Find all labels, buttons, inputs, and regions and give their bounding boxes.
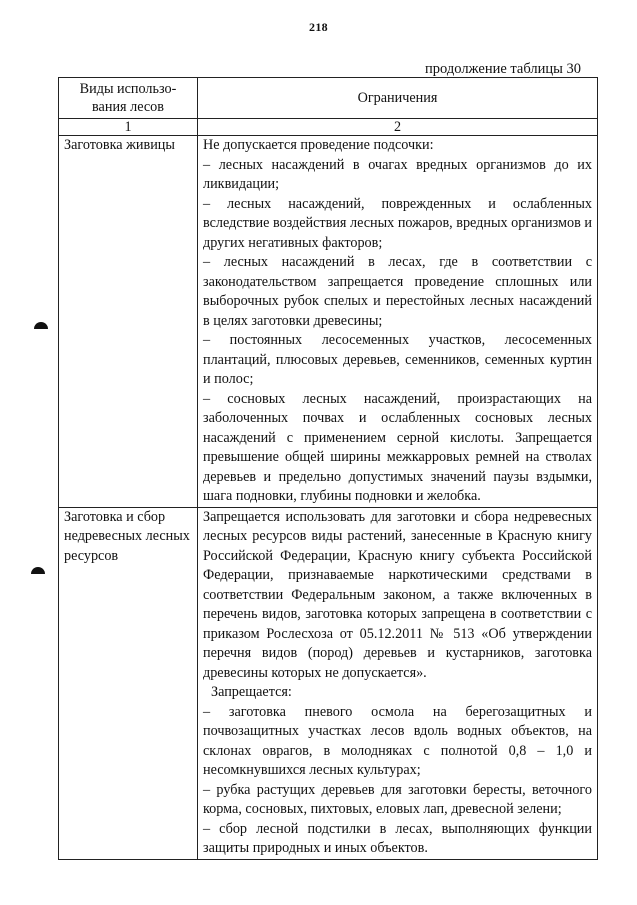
restrictions-table xyxy=(58,77,598,860)
column-number-1: 1 xyxy=(59,119,198,136)
column-number-2: 2 xyxy=(198,119,598,136)
binder-hole-mark xyxy=(34,322,48,329)
restriction-paragraph: – лесных насаждений в лесах, где в соответствии с законодательством запрещается проведение сплошных или выборочных рубок спелых и перестойных лесных насаждений в целях заготовки древесины; xyxy=(203,254,592,329)
restriction-paragraph: – сбор лесной подстилки в лесах, выполняющих функции защиты природных и иных объектов. xyxy=(203,820,592,856)
table-header-row xyxy=(59,78,598,119)
table-continuation-caption: продолжение таблицы 30 xyxy=(425,61,581,77)
restriction-paragraph: – сосновых лесных насаждений, произрастающих на заболоченных почвах и ослабленных сосновых лесных насаждений с применением серной кислоты. Запрещается превышение общей ширины межкарровых ремней на стволах деревьев и предельно допустимых значений паузы вздымки, шага подновки, глубины подновки и желобка. xyxy=(203,390,592,504)
restriction-paragraph: Запрещается использовать для заготовки и сбора недревесных лесных ресурсов виды растений, занесенные в Красную книгу Российской Федерации, Красную книгу субъекта Российской Федерации, признаваемые наркотическими средствами в соответствии Федеральным законом, а также включенных в перечень видов, заготовка которых запрещена в соответствии с приказом Рослесхоза от 05.12.2011 № 513 «Об утверждении перечня видов (пород) деревьев и кустарников, заготовка древесины которых не допускается». xyxy=(203,508,592,681)
forest-use-cell: Заготовка живицы xyxy=(59,136,198,508)
page-number: 218 xyxy=(309,20,328,34)
table-row xyxy=(59,136,598,508)
column-number-row xyxy=(59,119,598,136)
header-forest-use: Виды использо-вания лесов xyxy=(59,78,198,119)
restriction-paragraph: Не допускается проведение подсочки: xyxy=(203,137,434,153)
restriction-paragraph: – рубка растущих деревьев для заготовки бересты, веточного корма, сосновых, пихтовых, еловых лап, древесной зелени; xyxy=(203,781,592,817)
restriction-paragraph: – лесных насаждений, поврежденных и ослабленных вследствие воздействия лесных пожаров, вредных организмов и других негативных факторов; xyxy=(203,195,592,251)
binder-hole-mark xyxy=(31,567,45,574)
restrictions-cell xyxy=(198,507,598,859)
restriction-paragraph: – заготовка пневого осмола на берегозащитных и почвозащитных участках лесов вдоль водных объектов, на склонах оврагов, в молодняках с полнотой 0,8 – 1,0 и несомкнувшихся лесных культурах; xyxy=(203,703,592,778)
restriction-paragraph: Запрещается: xyxy=(211,684,292,700)
restriction-paragraph: – постоянных лесосеменных участков, лесосеменных плантаций, плюсовых деревьев, семенников, семенных куртин и полос; xyxy=(203,332,592,387)
restriction-paragraph: – лесных насаждений в очагах вредных организмов до их ликвидации; xyxy=(203,156,592,192)
table-row xyxy=(59,507,598,859)
restrictions-cell xyxy=(198,136,598,508)
forest-use-cell: Заготовка и сбор недревесных лесных ресурсов xyxy=(59,507,198,859)
header-restrictions: Ограничения xyxy=(198,78,598,119)
